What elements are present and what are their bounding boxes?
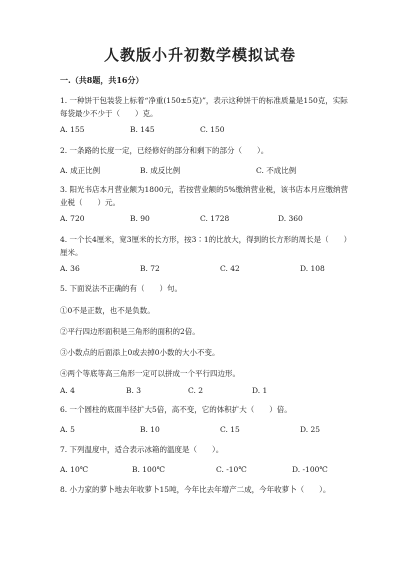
option-d[interactable]: D. 25 [300,425,321,434]
question-3-options [60,214,360,226]
option-b[interactable]: B. 10 [140,425,160,434]
question-5: 5. 下面说法不正确的有（ ）句。 [60,284,183,293]
option-c[interactable]: C. 不成比例 [256,166,297,175]
option-b[interactable]: B. 100℃ [132,465,165,474]
option-c[interactable]: C. 1728 [200,214,230,223]
question-4-options [60,264,360,276]
option-a[interactable]: A. 4 [60,386,75,395]
option-c[interactable]: C. 150 [200,125,225,134]
question-8: 8. 小力家的萝卜地去年收萝卜15吨，今年比去年增产二成，今年收萝卜（ ）。 [60,485,331,494]
option-c[interactable]: C. 2 [188,386,204,395]
question-2-options [60,165,360,177]
option-b[interactable]: B. 成反比例 [140,166,181,175]
statement-3: ③小数点的后面添上0或去掉0小数的大小不变。 [60,348,220,357]
question-6-options [60,425,360,437]
option-d[interactable]: D. 360 [278,214,303,223]
statement-4: ④两个等底等高三角形一定可以拼成一个平行四边形。 [60,369,240,378]
option-b[interactable]: B. 90 [130,214,150,223]
statement-2: ②平行四边形面积是三角形的面积的2倍。 [60,327,200,336]
section-heading: 一.（共8题，共16分） [60,75,144,85]
option-d[interactable]: D. -100℃ [292,465,328,474]
question-1-options [60,125,360,137]
question-7: 7. 下列温度中，适合表示冰箱的温度是（ ）。 [60,445,224,454]
option-d[interactable]: D. 1 [252,386,268,395]
statement-1: ①0不是正数，也不是负数。 [60,306,155,315]
option-a[interactable]: A. 10℃ [60,465,89,474]
question-3: 3. 阳光书店本月营业额为1800元，若按营业额的5%缴纳营业税，该书店本月应缴纳营业税（ ）元。 [60,185,349,207]
question-2: 2. 一条路的长度一定，已经修好的部分和剩下的部分（ ）。 [60,146,269,155]
option-a[interactable]: A. 720 [60,214,85,223]
option-c[interactable]: C. -10℃ [216,465,247,474]
option-b[interactable]: B. 72 [140,264,160,273]
question-7-options [60,465,360,477]
option-d[interactable]: D. 108 [300,264,325,273]
question-5-options [60,386,360,398]
option-b[interactable]: B. 3 [126,386,142,395]
option-c[interactable]: C. 15 [220,425,240,434]
question-6: 6. 一个圆柱的底面半径扩大5倍，高不变，它的体积扩大（ ）倍。 [60,405,292,414]
option-a[interactable]: A. 5 [60,425,75,434]
option-a[interactable]: A. 成正比例 [60,166,101,175]
question-1: 1. 一种饼干包装袋上标着“净重(150±5克)”，表示这种饼干的标准质量是150克，实际每袋最少不少于（ ）克。 [60,96,348,118]
option-a[interactable]: A. 36 [60,264,80,273]
option-b[interactable]: B. 145 [130,125,155,134]
page-title: 人教版小升初数学模拟试卷 [103,46,296,64]
option-c[interactable]: C. 42 [220,264,240,273]
option-a[interactable]: A. 155 [60,125,85,134]
question-4: 4. 一个长4厘米，宽3厘米的长方形，按3∶1的比放大，得到的长方形的周长是（ ）厘米。 [60,235,352,257]
